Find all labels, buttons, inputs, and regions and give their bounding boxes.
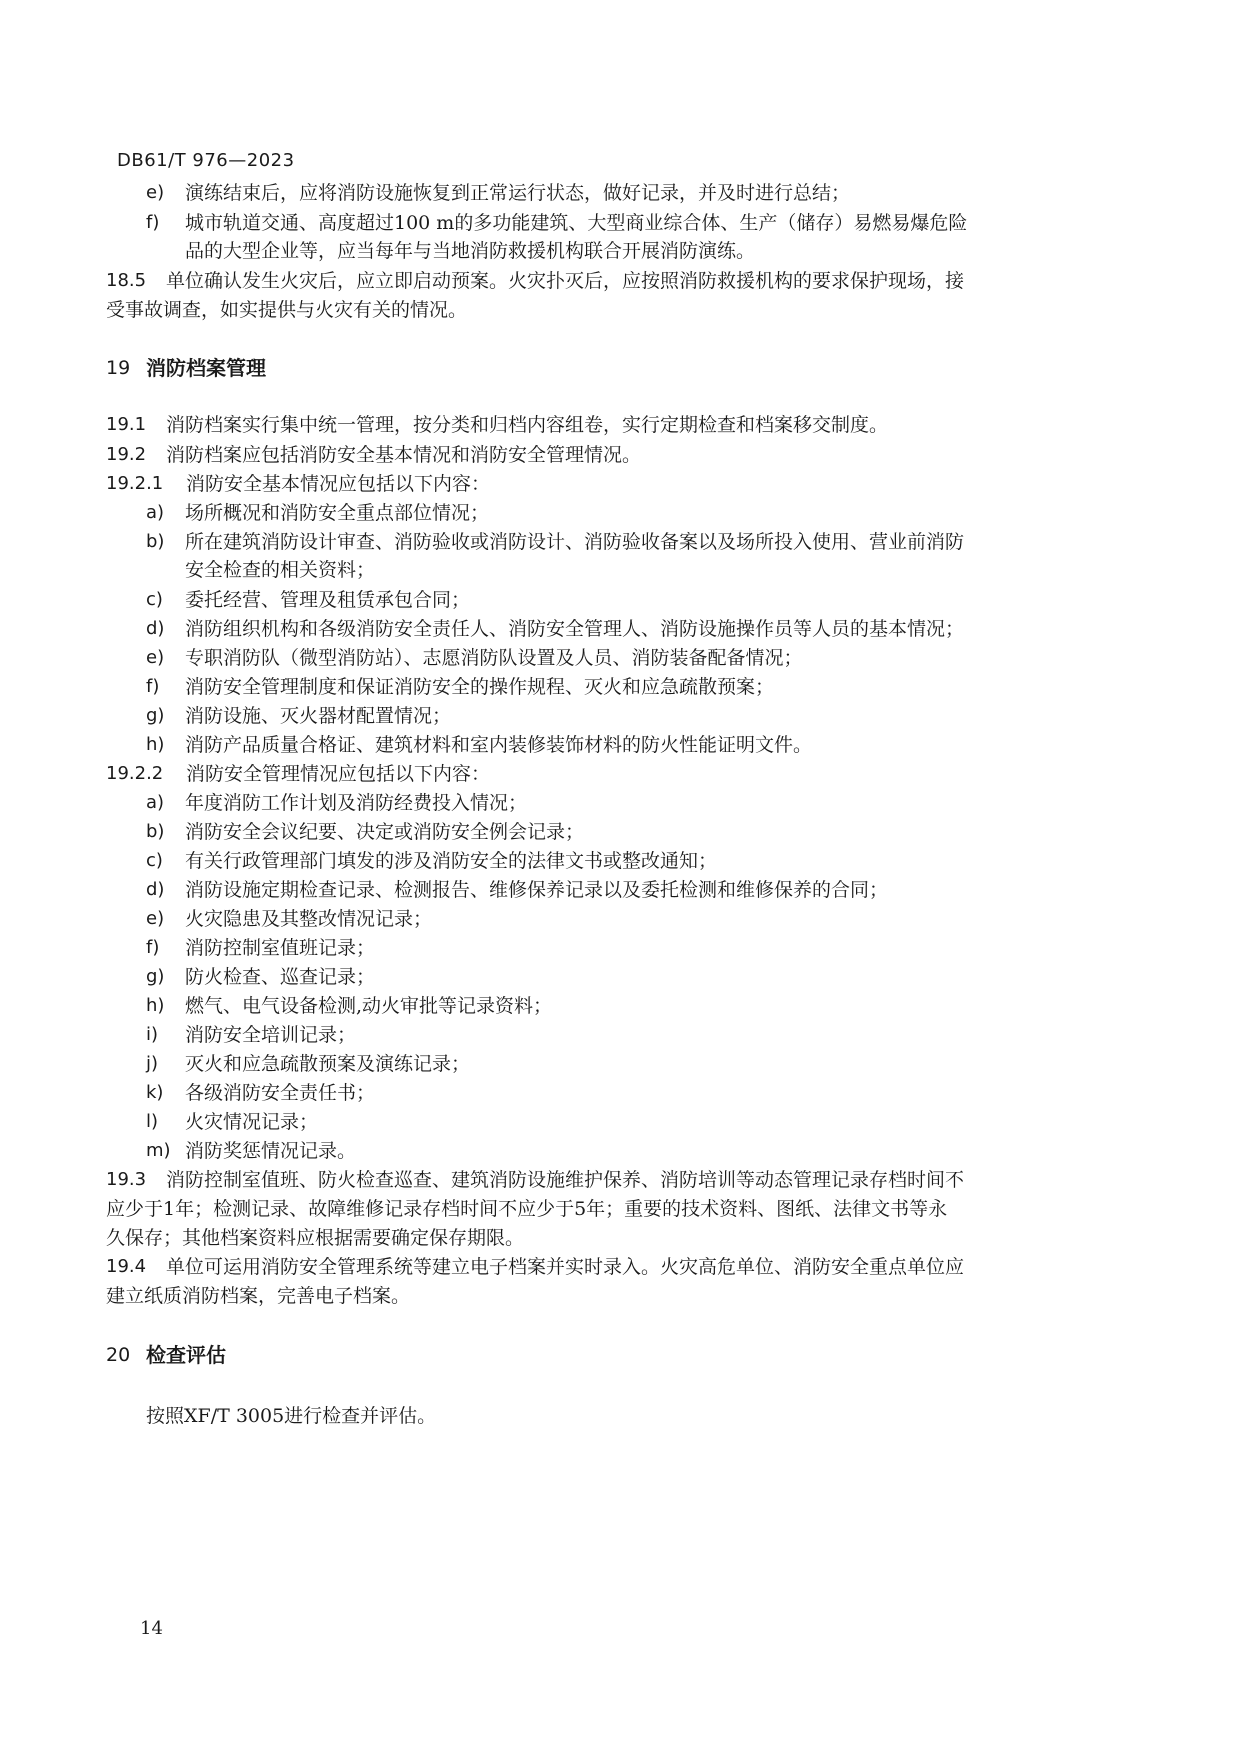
standard-code: DB61/T 976—2023 xyxy=(117,150,295,171)
clause-number: 19.2.2 xyxy=(106,763,164,784)
list-label: e) xyxy=(146,182,165,203)
list-label: e) xyxy=(146,908,165,929)
clause-text: 消防控制室值班、防火检查巡查、建筑消防设施维护保养、消防培训等动态管理记录存档时间不 xyxy=(166,1169,965,1191)
list-item-text: 消防设施定期检查记录、检测报告、维修保养记录以及委托检测和维修保养的合同； xyxy=(185,879,889,901)
clause-text: 消防档案应包括消防安全基本情况和消防安全管理情况。 xyxy=(166,444,642,466)
list-label: b) xyxy=(146,531,165,552)
clause-text: 单位确认发生火灾后，应立即启动预案。火灾扑灭后，应按照消防救援机构的要求保护现场，接 xyxy=(166,270,965,292)
section-title: 检查评估 xyxy=(146,1343,226,1367)
clause-text: 建立纸质消防档案，完善电子档案。 xyxy=(106,1285,411,1307)
list-item-text: 场所概况和消防安全重点部位情况； xyxy=(185,502,490,524)
list-label: f) xyxy=(146,212,160,233)
list-label: g) xyxy=(146,966,165,987)
list-label: l) xyxy=(146,1111,159,1132)
section-title: 消防档案管理 xyxy=(146,356,266,380)
clause-number: 19.2 xyxy=(106,444,147,465)
list-label: a) xyxy=(146,792,165,813)
clause-text: 单位可运用消防安全管理系统等建立电子档案并实时录入。火灾高危单位、消防安全重点单位应 xyxy=(166,1256,965,1278)
list-item-text: 消防安全培训记录； xyxy=(185,1024,357,1046)
list-item-text: 城市轨道交通、高度超过100 m的多功能建筑、大型商业综合体、生产（储存）易燃易爆危险 xyxy=(185,212,968,234)
list-label: d) xyxy=(146,879,165,900)
list-label: f) xyxy=(146,676,160,697)
list-item-text: 年度消防工作计划及消防经费投入情况； xyxy=(185,792,528,814)
clause-text: 消防安全管理情况应包括以下内容： xyxy=(186,763,491,785)
list-item-text: 消防产品质量合格证、建筑材料和室内装修装饰材料的防火性能证明文件。 xyxy=(185,734,813,756)
clause-text: 消防安全基本情况应包括以下内容： xyxy=(186,473,491,495)
list-item-text: 演练结束后，应将消防设施恢复到正常运行状态，做好记录，并及时进行总结； xyxy=(185,182,851,204)
list-label: d) xyxy=(146,618,165,639)
list-label: a) xyxy=(146,502,165,523)
list-label: h) xyxy=(146,995,165,1016)
list-label: m) xyxy=(146,1140,171,1161)
clause-text: 久保存；其他档案资料应根据需要确定保存期限。 xyxy=(106,1227,525,1249)
list-item-text: 灭火和应急疏散预案及演练记录； xyxy=(185,1053,471,1075)
list-item-text: 安全检查的相关资料； xyxy=(185,559,376,581)
list-item-text: 有关行政管理部门填发的涉及消防安全的法律文书或整改通知； xyxy=(185,850,718,872)
clause-text: 消防档案实行集中统一管理，按分类和归档内容组卷，实行定期检查和档案移交制度。 xyxy=(166,414,889,436)
section-number: 20 xyxy=(106,1344,131,1366)
list-item-text: 火灾情况记录； xyxy=(185,1111,319,1133)
list-item-text: 品的大型企业等，应当每年与当地消防救援机构联合开展消防演练。 xyxy=(185,240,756,262)
clause-number: 19.2.1 xyxy=(106,473,164,494)
list-item-text: 消防控制室值班记录； xyxy=(185,937,376,959)
list-item-text: 委托经营、管理及租赁承包合同； xyxy=(185,589,471,611)
list-label: i) xyxy=(146,1024,159,1045)
list-item-text: 各级消防安全责任书； xyxy=(185,1082,376,1104)
section-text: 按照XF/T 3005进行检查并评估。 xyxy=(146,1405,437,1427)
list-item-text: 消防设施、灭火器材配置情况； xyxy=(185,705,452,727)
list-item-text: 消防安全管理制度和保证消防安全的操作规程、灭火和应急疏散预案； xyxy=(185,676,775,698)
list-label: b) xyxy=(146,821,165,842)
clause-text: 应少于1年；检测记录、故障维修记录存档时间不应少于5年；重要的技术资料、图纸、法律文书等永 xyxy=(106,1198,948,1220)
clause-number: 18.5 xyxy=(106,270,147,291)
list-label: f) xyxy=(146,937,160,958)
clause-number: 19.4 xyxy=(106,1256,147,1277)
list-label: c) xyxy=(146,850,163,871)
list-item-text: 消防组织机构和各级消防安全责任人、消防安全管理人、消防设施操作员等人员的基本情况； xyxy=(185,618,965,640)
list-item-text: 消防奖惩情况记录。 xyxy=(185,1140,357,1162)
clause-text: 受事故调查，如实提供与火灾有关的情况。 xyxy=(106,299,468,321)
list-label: e) xyxy=(146,647,165,668)
list-label: g) xyxy=(146,705,165,726)
list-item-text: 消防安全会议纪要、决定或消防安全例会记录； xyxy=(185,821,585,843)
list-item-text: 火灾隐患及其整改情况记录； xyxy=(185,908,433,930)
list-label: j) xyxy=(146,1053,159,1074)
list-item-text: 专职消防队（微型消防站）、志愿消防队设置及人员、消防装备配备情况； xyxy=(185,647,803,669)
list-label: k) xyxy=(146,1082,164,1103)
list-item-text: 燃气、电气设备检测,动火审批等记录资料； xyxy=(185,995,553,1017)
list-label: c) xyxy=(146,589,163,610)
list-item-text: 所在建筑消防设计审查、消防验收或消防设计、消防验收备案以及场所投入使用、营业前消防 xyxy=(185,531,965,553)
page-number: 14 xyxy=(140,1618,163,1639)
clause-number: 19.1 xyxy=(106,414,147,435)
section-number: 19 xyxy=(106,357,131,379)
clause-number: 19.3 xyxy=(106,1169,147,1190)
list-item-text: 防火检查、巡查记录； xyxy=(185,966,376,988)
list-label: h) xyxy=(146,734,165,755)
